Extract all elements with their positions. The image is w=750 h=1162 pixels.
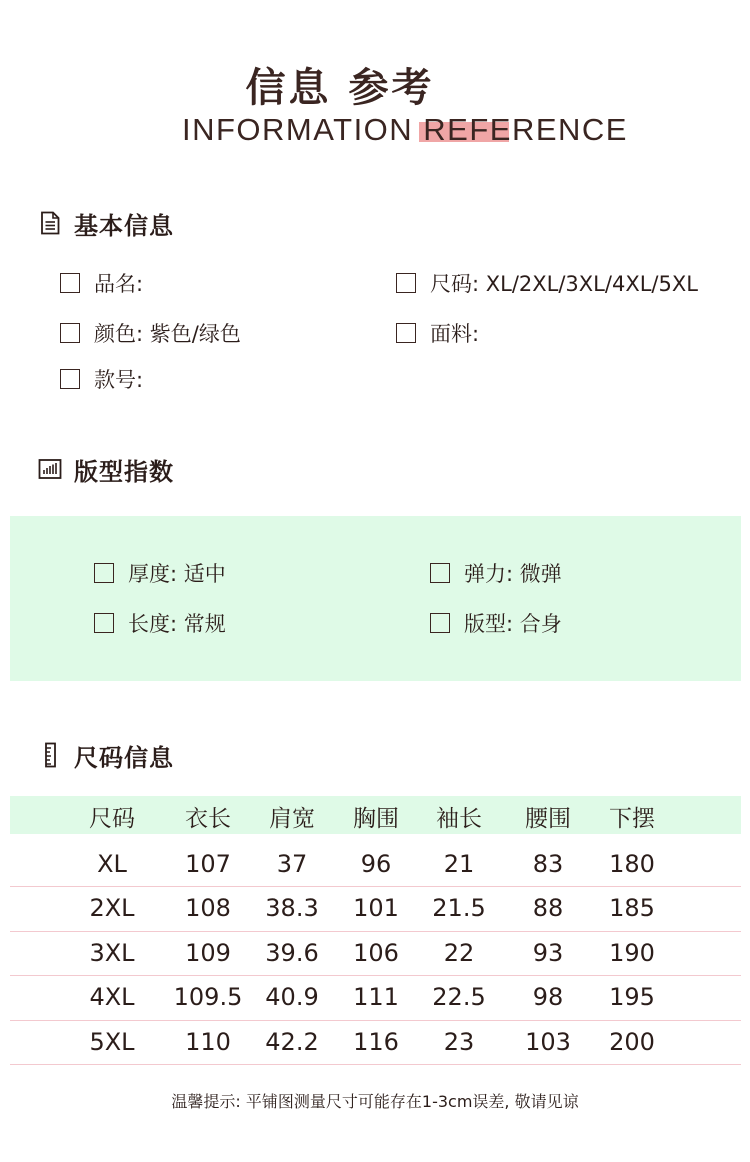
table-cell: 88 <box>532 894 564 922</box>
info-item-label: 颜色: 紫色/绿色 <box>94 322 241 346</box>
column-header: 下摆 <box>609 806 655 832</box>
column-header: 袖长 <box>436 806 482 832</box>
table-cell: 101 <box>353 894 399 922</box>
table-cell: 195 <box>609 983 655 1011</box>
column-header: 尺码 <box>89 806 135 832</box>
fit-item-label: 厚度: 适中 <box>128 562 226 586</box>
table-cell: 21 <box>443 850 475 878</box>
row-divider <box>10 886 741 887</box>
section-heading: 尺码信息 <box>74 743 174 772</box>
fit-item-label: 弹力: 微弹 <box>464 562 562 586</box>
table-cell: 200 <box>609 1028 655 1056</box>
table-cell: 22.5 <box>432 983 486 1011</box>
fit-item-label: 长度: 常规 <box>128 612 226 636</box>
table-cell: 190 <box>609 939 655 967</box>
table-cell: 111 <box>353 983 399 1011</box>
table-cell: 37 <box>276 850 308 878</box>
table-cell: 109.5 <box>173 983 243 1011</box>
page-title: 信息 参考 <box>245 65 435 111</box>
page-subtitle <box>182 112 628 148</box>
checkbox-icon <box>60 369 80 389</box>
info-item-fabric <box>396 320 479 346</box>
info-item-color <box>60 320 241 346</box>
checkbox-icon <box>60 323 80 343</box>
info-item-label: 面料: <box>430 322 480 346</box>
column-header: 肩宽 <box>269 806 315 832</box>
column-header: 衣长 <box>185 806 231 832</box>
section-heading: 版型指数 <box>74 457 174 486</box>
row-divider <box>10 975 741 976</box>
table-cell: 103 <box>525 1028 571 1056</box>
table-cell: 106 <box>353 939 399 967</box>
table-cell: 40.9 <box>265 983 319 1011</box>
table-cell: 96 <box>360 850 392 878</box>
fit-item-elasticity <box>430 560 562 586</box>
table-cell: 5XL <box>89 1028 135 1056</box>
info-item-product-name <box>60 270 143 296</box>
table-cell: 23 <box>443 1028 475 1056</box>
measurement-note: 温馨提示: 平铺图测量尺寸可能存在1-3cm误差, 敬请见谅 <box>171 1092 579 1111</box>
table-cell: 98 <box>532 983 564 1011</box>
checkbox-icon <box>430 613 450 633</box>
section-size-info <box>38 740 174 770</box>
table-cell: 21.5 <box>432 894 486 922</box>
info-item-style-number <box>60 366 143 392</box>
section-fit-index <box>38 454 174 484</box>
table-cell: 2XL <box>89 894 135 922</box>
document-icon <box>38 211 62 235</box>
table-cell: 109 <box>185 939 231 967</box>
row-divider <box>10 1020 741 1021</box>
table-cell: 3XL <box>89 939 135 967</box>
table-cell: 42.2 <box>265 1028 319 1056</box>
column-header: 腰围 <box>525 806 571 832</box>
fit-item-thickness <box>94 560 226 586</box>
section-basic-info <box>38 208 174 238</box>
fit-item-length <box>94 610 226 636</box>
table-cell: 38.3 <box>265 894 319 922</box>
checkbox-icon <box>60 273 80 293</box>
row-divider <box>10 931 741 932</box>
table-cell: 39.6 <box>265 939 319 967</box>
checkbox-icon <box>430 563 450 583</box>
fit-item-label: 版型: 合身 <box>464 612 562 636</box>
info-item-label: 品名: <box>94 272 144 296</box>
info-item-size <box>396 270 698 296</box>
table-cell: 116 <box>353 1028 399 1056</box>
table-cell: XL <box>97 850 127 878</box>
ruler-icon <box>38 743 62 767</box>
table-cell: 107 <box>185 850 231 878</box>
section-heading: 基本信息 <box>74 211 174 240</box>
info-item-label: 尺码: XL/2XL/3XL/4XL/5XL <box>430 272 698 296</box>
table-cell: 93 <box>532 939 564 967</box>
table-cell: 185 <box>609 894 655 922</box>
checkbox-icon <box>396 323 416 343</box>
checkbox-icon <box>396 273 416 293</box>
table-cell: 83 <box>532 850 564 878</box>
row-divider <box>10 1064 741 1065</box>
checkbox-icon <box>94 613 114 633</box>
info-item-label: 款号: <box>94 368 144 392</box>
table-cell: 180 <box>609 850 655 878</box>
table-cell: 22 <box>443 939 475 967</box>
table-cell: 110 <box>185 1028 231 1056</box>
table-cell: 108 <box>185 894 231 922</box>
bar-chart-icon <box>38 457 62 481</box>
fit-item-fit-type <box>430 610 562 636</box>
checkbox-icon <box>94 563 114 583</box>
column-header: 胸围 <box>353 806 399 832</box>
page-subtitle-text: INFORMATION REFERENCE <box>182 112 628 147</box>
table-cell: 4XL <box>89 983 135 1011</box>
fit-index-panel <box>10 516 741 681</box>
